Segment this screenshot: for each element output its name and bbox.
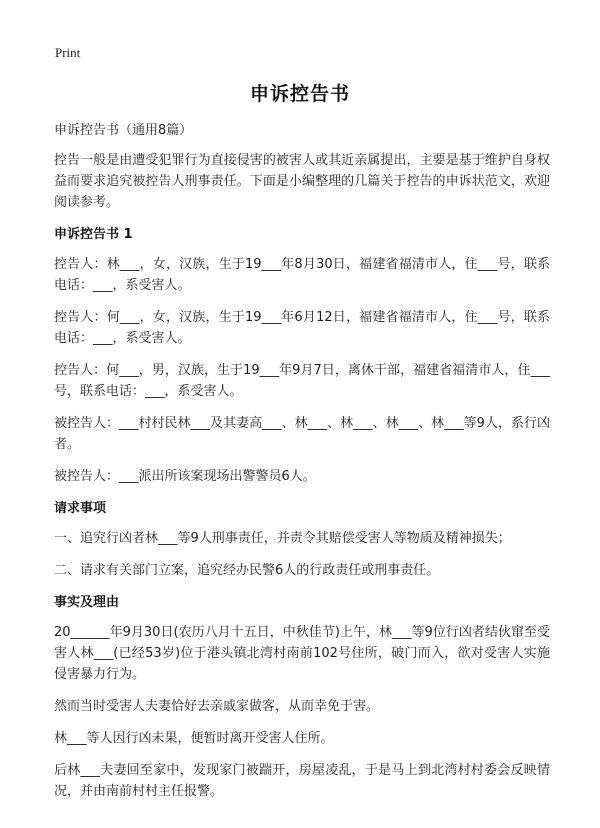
fact-paragraph: 然而当时受害人夫妻恰好去亲戚家做客，从而幸免于害。 <box>54 699 380 714</box>
page-title: 申诉控告书 <box>249 83 350 105</box>
request-item: 一、追究行凶者林___等9人刑事责任，并责令其赔偿受害人等物质及精神损失； <box>54 531 511 546</box>
complainant-paragraph: 控告人：林___，女，汉族，生于19___年8月30日，福建省福清市人，住___号，联系电话：___，系受害人。 <box>54 257 550 293</box>
accused-paragraph: 被控告人：___派出所该案现场出警警员6人。 <box>54 469 316 484</box>
complainant-paragraph: 控告人：何___，女，汉族，生于19___年6月12日，福建省福清市人，住___号，联系电话：___，系受害人。 <box>54 310 550 346</box>
fact-paragraph: 林___等人因行凶未果，便暂时离开受害人住所。 <box>54 731 334 746</box>
document-body <box>54 120 550 813</box>
accused-paragraph: 被控告人：___村村民林___及其妻高___、林___、林___、林___、林___等9人，系行凶者。 <box>54 416 550 452</box>
intro-paragraph: 控告一般是由遭受犯罪行为直接侵害的被害人或其近亲属提出，主要是基于维护自身权益而要求追究被控告人刑事责任。下面是小编整理的几篇关于控告的申诉状范文，欢迎阅读参考。 <box>54 153 550 210</box>
facts-heading: 事实及理由 <box>54 595 120 610</box>
print-link[interactable]: Print <box>55 45 81 60</box>
request-item: 二、请求有关部门立案，追究经办民警6人的行政责任或刑事责任。 <box>54 563 440 578</box>
document-subtitle: 申诉控告书（通用8篇） <box>54 123 193 138</box>
fact-paragraph: 后林___夫妻回至家中，发现家门被踹开，房屋凌乱，于是马上到北湾村村委会反映情况，并由南前村村主任报警。 <box>54 763 550 799</box>
requests-heading: 请求事项 <box>54 501 107 516</box>
fact-paragraph: 20______年9月30日(农历八月十五日，中秋佳节)上午，林___等9位行凶者结伙窜至受害人林___(已经53岁)位于港头镇北湾村南前102号住所，破门而入，欲对受害人实施侵害暴力行为。 <box>54 625 550 682</box>
complainant-paragraph: 控告人：何___，男，汉族，生于19___年9月7日，离休干部，福建省福清市人，住___号，联系电话：___，系受害人。 <box>54 363 550 399</box>
section-heading-1: 申诉控告书 1 <box>54 227 133 242</box>
